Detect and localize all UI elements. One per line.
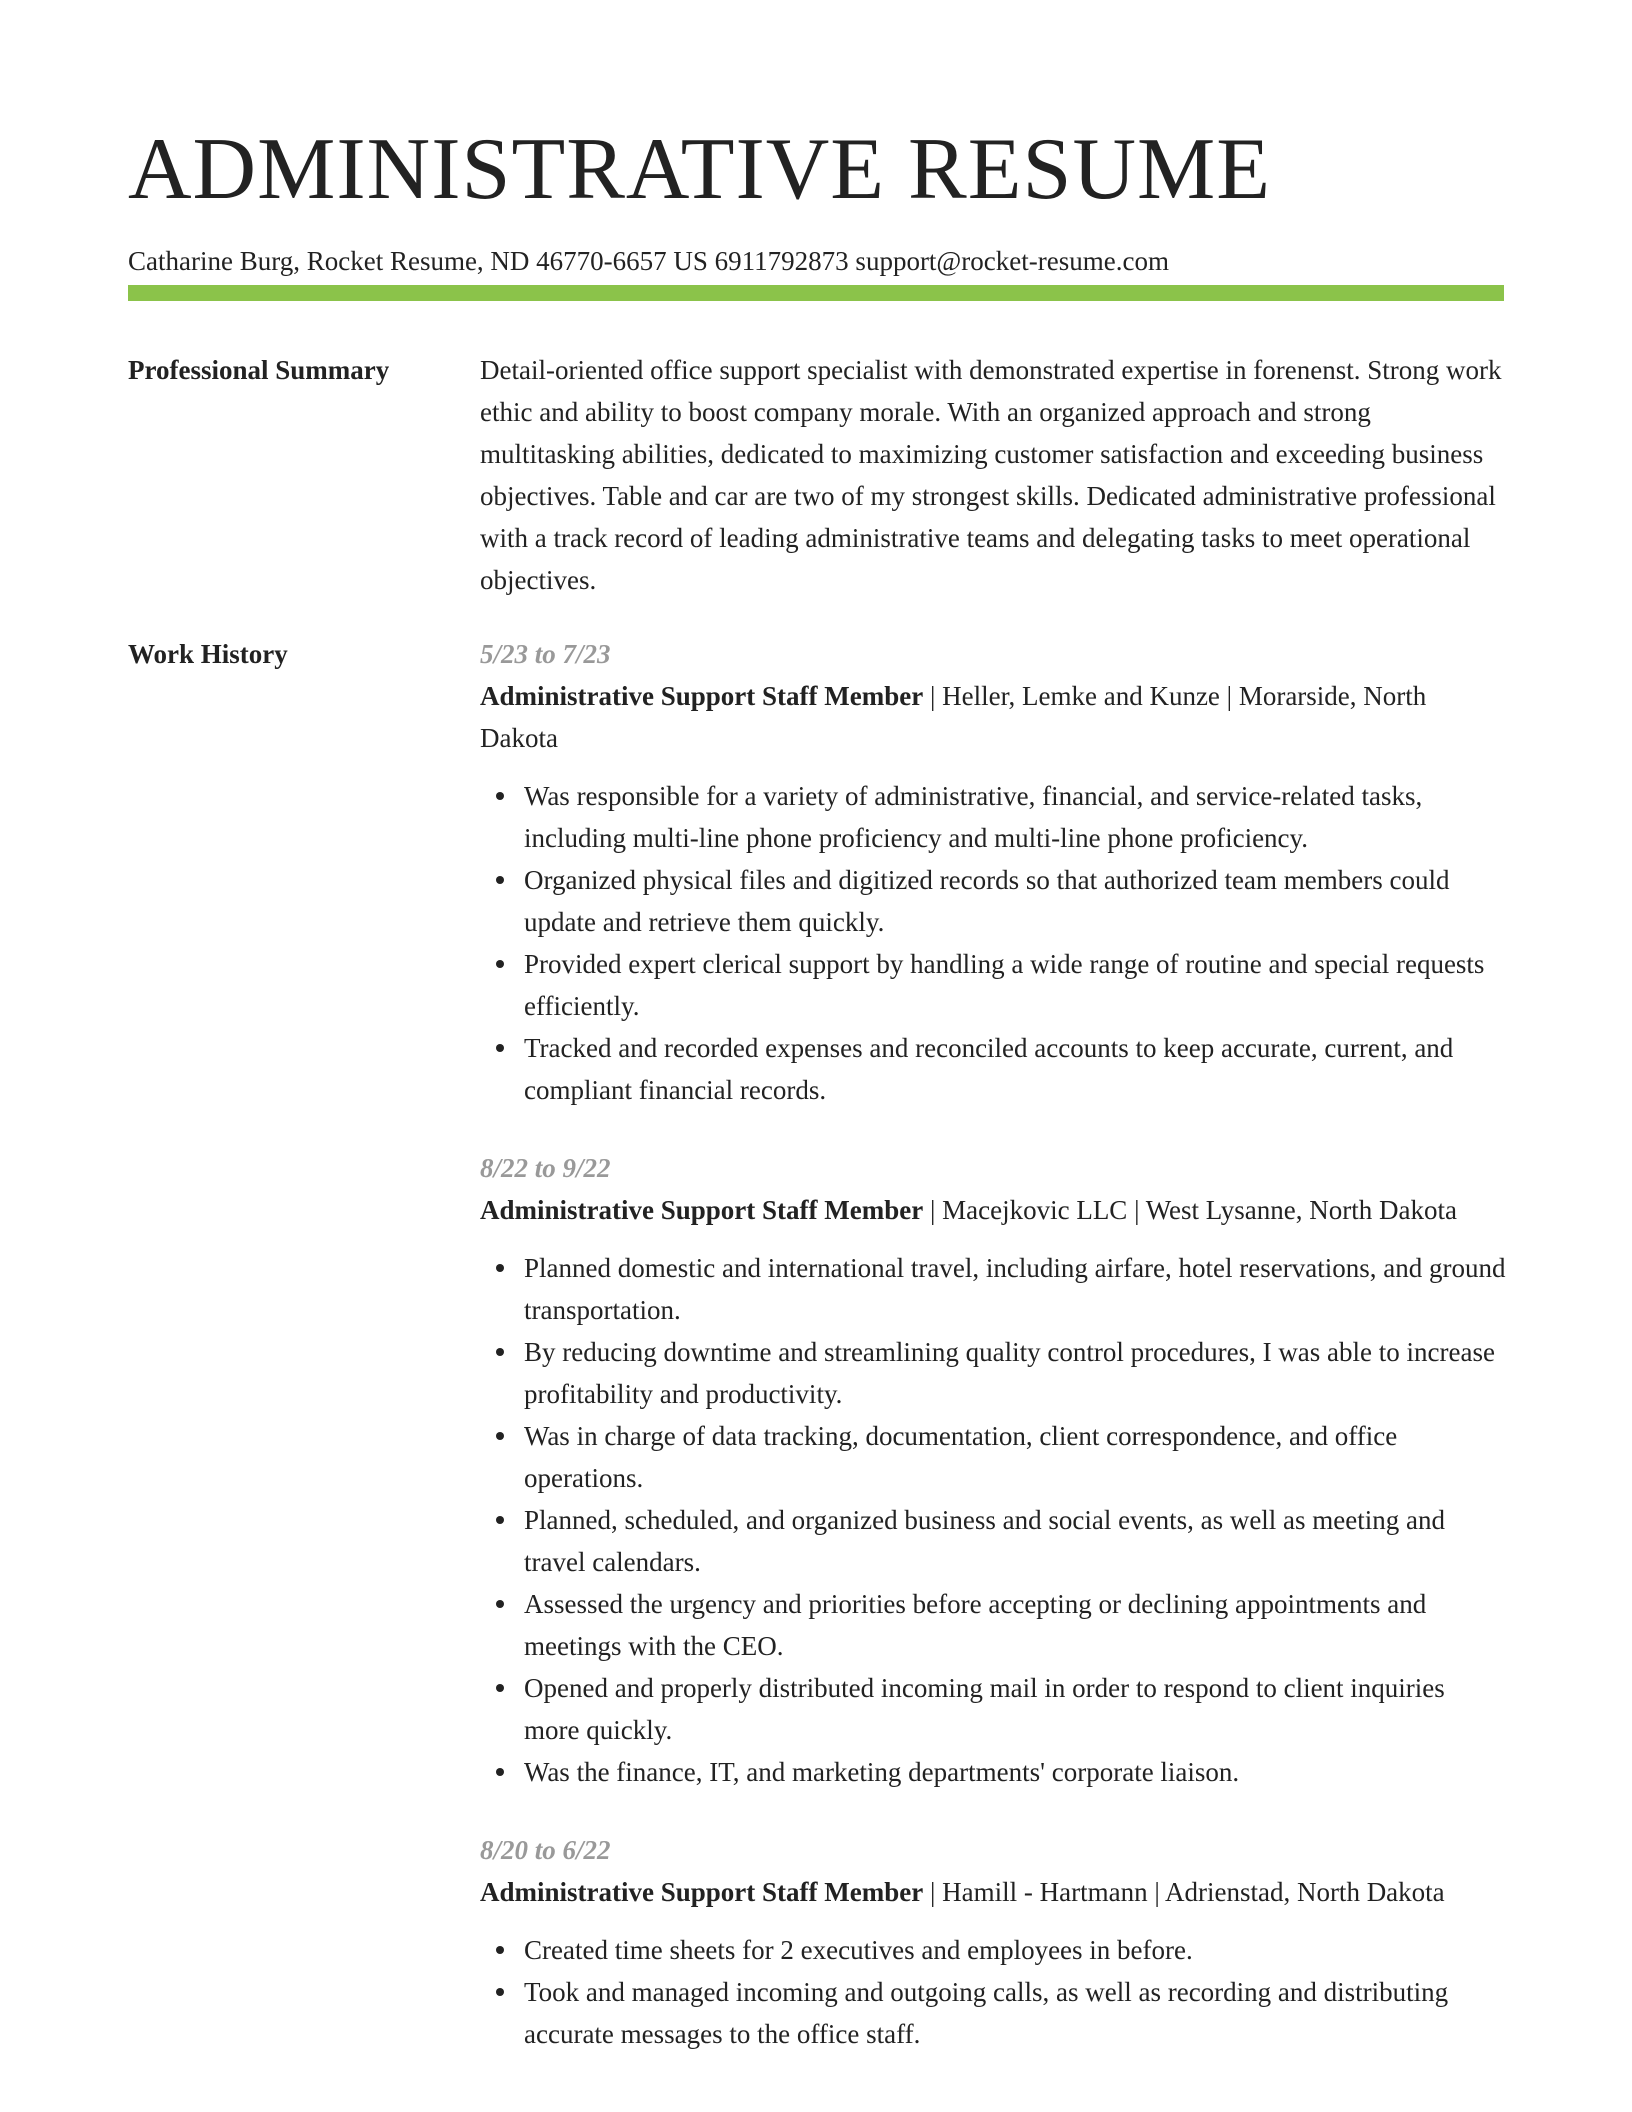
job-employer-location: | Hamill - Hartmann | Adrienstad, North Dakota bbox=[923, 1877, 1445, 1907]
work-history-heading: Work History bbox=[128, 639, 288, 669]
job-bullet: Was the finance, IT, and marketing departments' corporate liaison. bbox=[524, 1751, 1506, 1793]
job-bullet: Planned domestic and international travel, including airfare, hotel reservations, and ground transportation. bbox=[524, 1247, 1506, 1331]
header-divider bbox=[128, 285, 1504, 301]
job-bullet: By reducing downtime and streamlining quality control procedures, I was able to increase profitability and productivity. bbox=[524, 1331, 1506, 1415]
job-bullet: Took and managed incoming and outgoing calls, as well as recording and distributing accurate messages to the office staff. bbox=[524, 1971, 1506, 2055]
resume-header bbox=[128, 118, 1504, 278]
job-bullet: Was responsible for a variety of administrative, financial, and service-related tasks, including multi-line phone proficiency and multi-line phone proficiency. bbox=[524, 775, 1506, 859]
summary-section bbox=[128, 349, 1504, 609]
job-bullet-list bbox=[480, 775, 1506, 1111]
summary-content bbox=[480, 349, 1506, 601]
job-dates: 5/23 to 7/23 bbox=[480, 639, 611, 669]
resume-title: ADMINISTRATIVE RESUME bbox=[128, 121, 1271, 218]
job-bullet-list bbox=[480, 1929, 1506, 2055]
contact-line: Catharine Burg, Rocket Resume, ND 46770-6657 US 6911792873 support@rocket-resume.com bbox=[128, 246, 1169, 276]
job-entry bbox=[480, 1829, 1506, 2055]
job-entry bbox=[480, 633, 1506, 1111]
job-title: Administrative Support Staff Member bbox=[480, 1195, 924, 1225]
job-title: Administrative Support Staff Member bbox=[480, 1877, 924, 1907]
job-bullet: Planned, scheduled, and organized business and social events, as well as meeting and travel calendars. bbox=[524, 1499, 1506, 1583]
job-bullet: Opened and properly distributed incoming mail in order to respond to client inquiries more quickly. bbox=[524, 1667, 1506, 1751]
job-bullet: Created time sheets for 2 executives and employees in before. bbox=[524, 1929, 1506, 1971]
job-bullet: Tracked and recorded expenses and reconciled accounts to keep accurate, current, and compliant financial records. bbox=[524, 1027, 1506, 1111]
summary-text: Detail-oriented office support specialist with demonstrated expertise in forenenst. Strong work ethic and ability to boost company morale. With an organized approach and strong multitasking abilities, dedicated to maximizing customer satisfaction and exceeding business objectives. Table and car are two of my strongest skills. Dedicated administrative professional with a track record of leading administrative teams and delegating tasks to meet operational objectives. bbox=[480, 355, 1502, 595]
job-bullet-list bbox=[480, 1247, 1506, 1793]
job-entry bbox=[480, 1147, 1506, 1793]
job-dates: 8/22 to 9/22 bbox=[480, 1153, 611, 1183]
job-title: Administrative Support Staff Member bbox=[480, 681, 924, 711]
job-bullet: Was in charge of data tracking, documentation, client correspondence, and office operations. bbox=[524, 1415, 1506, 1499]
job-employer-location: | Macejkovic LLC | West Lysanne, North Dakota bbox=[923, 1195, 1457, 1225]
summary-heading: Professional Summary bbox=[128, 355, 390, 385]
job-bullet: Assessed the urgency and priorities before accepting or declining appointments and meetings with the CEO. bbox=[524, 1583, 1506, 1667]
job-heading bbox=[480, 1189, 1506, 1231]
work-history-list bbox=[480, 633, 1506, 2091]
work-history-section bbox=[128, 633, 1504, 2112]
job-heading bbox=[480, 675, 1506, 759]
job-heading bbox=[480, 1871, 1506, 1913]
job-bullet: Provided expert clerical support by handling a wide range of routine and special requests efficiently. bbox=[524, 943, 1506, 1027]
job-employer-location: | Heller, Lemke and Kunze | Morarside, North Dakota bbox=[480, 681, 1427, 753]
job-bullet: Organized physical files and digitized records so that authorized team members could update and retrieve them quickly. bbox=[524, 859, 1506, 943]
job-dates: 8/20 to 6/22 bbox=[480, 1835, 611, 1865]
